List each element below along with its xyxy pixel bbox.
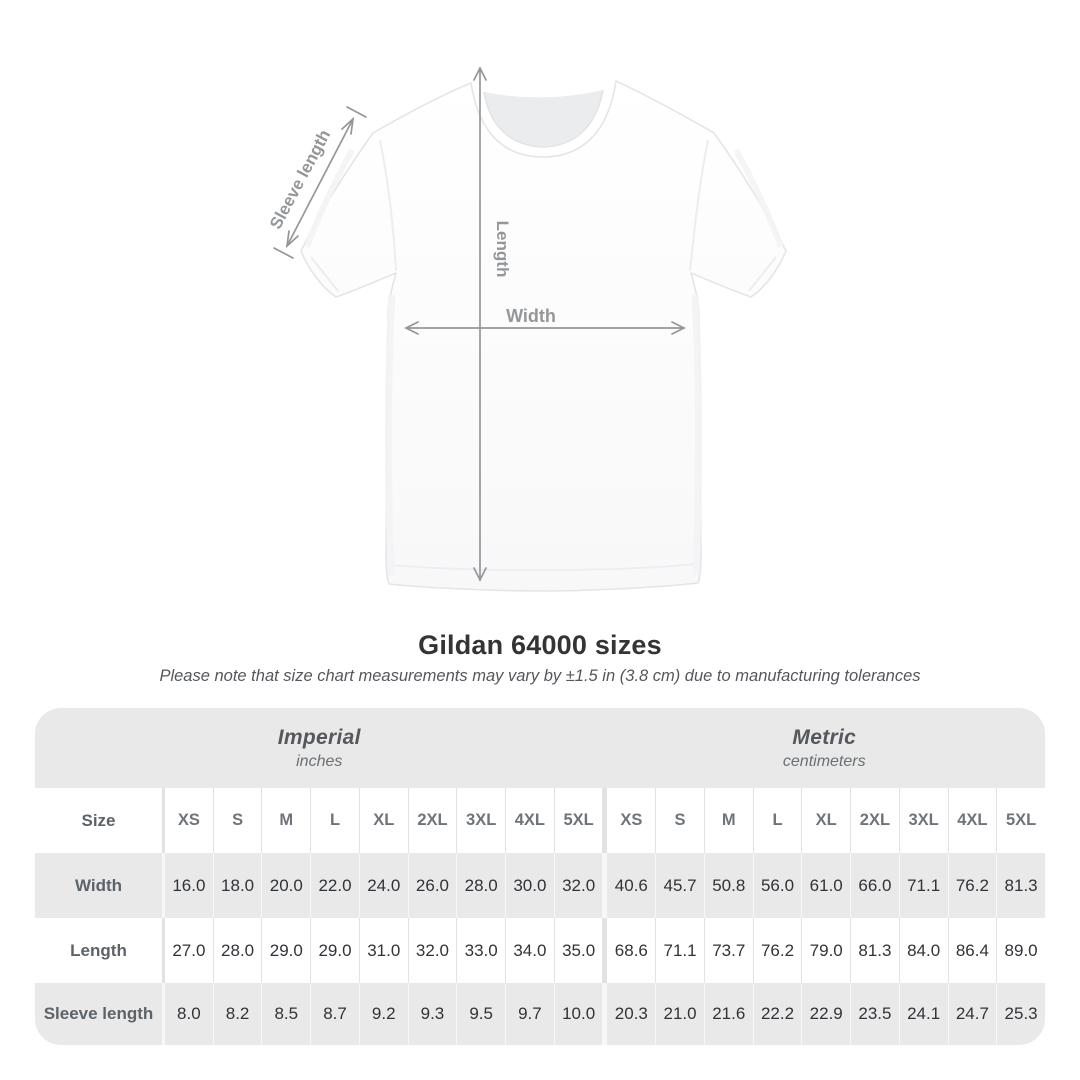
unit-group-imperial — [35, 708, 604, 788]
length-row — [35, 918, 1045, 983]
sleeve-length-metric-s: 21.0 — [655, 983, 704, 1045]
sleeve-length-imperial-xs: 8.0 — [162, 983, 213, 1045]
length-metric-s: 71.1 — [655, 918, 704, 983]
sleeve-length-imperial-s: 8.2 — [213, 983, 262, 1045]
width-metric-s: 45.7 — [655, 853, 704, 918]
sleeve-length-metric-4xl: 24.7 — [948, 983, 997, 1045]
width-imperial-4xl: 30.0 — [505, 853, 554, 918]
length-metric-xl: 79.0 — [801, 918, 850, 983]
size-col-metric-xs: XS — [602, 788, 655, 853]
width-metric-l: 56.0 — [753, 853, 802, 918]
length-imperial-xs: 27.0 — [162, 918, 213, 983]
length-imperial-4xl: 34.0 — [505, 918, 554, 983]
width-imperial-2xl: 26.0 — [408, 853, 457, 918]
length-metric-m: 73.7 — [704, 918, 753, 983]
width-imperial-5xl: 32.0 — [554, 853, 603, 918]
size-col-metric-s: S — [655, 788, 704, 853]
width-imperial-l: 22.0 — [310, 853, 359, 918]
metric-label: Metric — [792, 725, 857, 749]
width-metric-4xl: 76.2 — [948, 853, 997, 918]
sleeve-length-metric-2xl: 23.5 — [850, 983, 899, 1045]
length-metric-4xl: 86.4 — [948, 918, 997, 983]
size-col-metric-xl: XL — [801, 788, 850, 853]
collar-interior — [484, 90, 603, 147]
size-col-metric-3xl: 3XL — [899, 788, 948, 853]
length-imperial-5xl: 35.0 — [554, 918, 603, 983]
size-col-imperial-2xl: 2XL — [408, 788, 457, 853]
size-table — [35, 708, 1045, 1045]
sleeve-length-imperial-4xl: 9.7 — [505, 983, 554, 1045]
length-metric-l: 76.2 — [753, 918, 802, 983]
sleeve-length-imperial-l: 8.7 — [310, 983, 359, 1045]
width-row — [35, 853, 1045, 918]
page-title: Gildan 64000 sizes — [418, 630, 662, 660]
sleeve-length-imperial-2xl: 9.3 — [408, 983, 457, 1045]
sleeve-length-imperial-3xl: 9.5 — [456, 983, 505, 1045]
length-metric-xs: 68.6 — [602, 918, 655, 983]
size-col-metric-l: L — [753, 788, 802, 853]
sleeve-length-metric-xs: 20.3 — [602, 983, 655, 1045]
sleeve-length-metric-3xl: 24.1 — [899, 983, 948, 1045]
sleeve-length-metric-l: 22.2 — [753, 983, 802, 1045]
width-metric-3xl: 71.1 — [899, 853, 948, 918]
width-label: Width — [74, 875, 123, 895]
tolerance-note: Please note that size chart measurements may vary by ±1.5 in (3.8 cm) due to manufacturing tolerances — [159, 667, 921, 685]
length-imperial-m: 29.0 — [261, 918, 310, 983]
size-col-imperial-s: S — [213, 788, 262, 853]
sleeve-length-imperial-5xl: 10.0 — [554, 983, 603, 1045]
length-imperial-3xl: 33.0 — [456, 918, 505, 983]
size-header-row — [35, 788, 1045, 853]
length-metric-5xl: 89.0 — [996, 918, 1045, 983]
width-imperial-xs: 16.0 — [162, 853, 213, 918]
sleeve-length-label: Sleeve length — [266, 126, 335, 233]
width-imperial-3xl: 28.0 — [456, 853, 505, 918]
length-imperial-xl: 31.0 — [359, 918, 408, 983]
tshirt-body — [301, 81, 786, 591]
width-imperial-xl: 24.0 — [359, 853, 408, 918]
width-metric-xl: 61.0 — [801, 853, 850, 918]
size-col-imperial-4xl: 4XL — [505, 788, 554, 853]
width-metric-m: 50.8 — [704, 853, 753, 918]
length-metric-3xl: 84.0 — [899, 918, 948, 983]
sleeve-length-metric-xl: 22.9 — [801, 983, 850, 1045]
size-col-imperial-3xl: 3XL — [456, 788, 505, 853]
metric-unit-label: centimeters — [782, 752, 866, 770]
size-col-metric-4xl: 4XL — [948, 788, 997, 853]
length-metric-2xl: 81.3 — [850, 918, 899, 983]
length-imperial-s: 28.0 — [213, 918, 262, 983]
length-imperial-l: 29.0 — [310, 918, 359, 983]
size-col-metric-m: M — [704, 788, 753, 853]
size-col-imperial-xs: XS — [162, 788, 213, 853]
width-imperial-s: 18.0 — [213, 853, 262, 918]
sleeve-length-metric-5xl: 25.3 — [996, 983, 1045, 1045]
length-imperial-2xl: 32.0 — [408, 918, 457, 983]
width-metric-xs: 40.6 — [602, 853, 655, 918]
unit-header-row — [35, 708, 1045, 788]
sleeve-length-metric-m: 21.6 — [704, 983, 753, 1045]
size-col-imperial-5xl: 5XL — [554, 788, 603, 853]
length-label: Length — [70, 940, 127, 960]
sleeve-length-label: Sleeve length — [43, 1004, 154, 1023]
length-label: Length — [493, 220, 512, 278]
width-metric-2xl: 66.0 — [850, 853, 899, 918]
width-imperial-m: 20.0 — [261, 853, 310, 918]
sleeve-length-imperial-xl: 9.2 — [359, 983, 408, 1045]
unit-group-metric — [604, 708, 1046, 788]
size-col-metric-5xl: 5XL — [996, 788, 1045, 853]
sleeve-length-row — [35, 983, 1045, 1045]
width-metric-5xl: 81.3 — [996, 853, 1045, 918]
size-col-imperial-m: M — [261, 788, 310, 853]
size-header-label: Size — [81, 810, 116, 830]
size-col-imperial-l: L — [310, 788, 359, 853]
size-col-imperial-xl: XL — [359, 788, 408, 853]
imperial-label: Imperial — [277, 725, 361, 749]
sleeve-length-imperial-m: 8.5 — [261, 983, 310, 1045]
imperial-unit-label: inches — [296, 752, 343, 770]
size-col-metric-2xl: 2XL — [850, 788, 899, 853]
width-label: Width — [506, 306, 556, 326]
